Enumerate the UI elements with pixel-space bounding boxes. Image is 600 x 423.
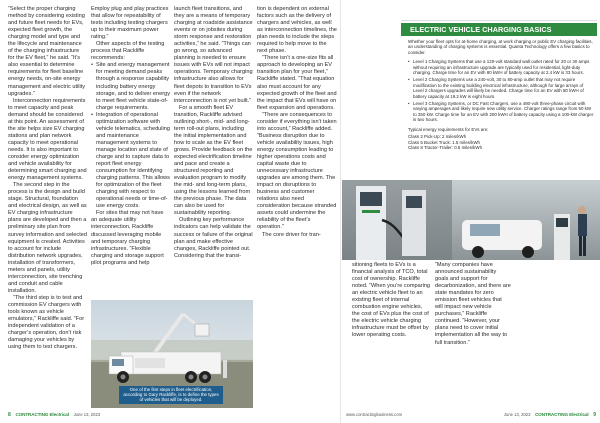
paragraph: The second step in the process is the design and build stage. Structural, foundation and electrical design, as well as EV charging infrastructure plans are developed and then a preliminary site plan from survey information and selected equipment is created. Activities to account for include distribution network upgrades, installation of transformers, meters and panels, utility interconnection, site trenching and conduit and cable installation. (8, 182, 87, 294)
article-column-6 (435, 262, 511, 347)
magazine-logo: CONTRACTING Electrical (535, 412, 589, 417)
page-number: 8 (8, 412, 11, 418)
sidebar-title: ELECTRIC VEHICLE CHARGING BASICS (401, 23, 597, 36)
list-item: • Level 2 Charging Systems use a 240-volt, 30 to 80-amp outlet that may not require modification to the existing building electrical infrastructure, although for large arrays of Level 2 chargers upgrades will likely be needed. Charge time for an EV with 80 kWH of battery capacity at 19.2 kW is eight hours. (408, 77, 594, 99)
energy-requirements (408, 127, 594, 151)
paragraph: launch fleet transitions, and they are a means of temporary charging at roadside assistance events or on jobsites during storm response and restoration activities,” he said. “Things can go wrong, so advanced planning is needed to ensure issues with EVs will not impact operations. Temporary charging infrastructure also allows for fleet depots to transition to EVs even if the network interconnection is not yet built.” (174, 6, 253, 104)
page-number: 9 (593, 412, 596, 418)
magazine-logo: CONTRACTING Electrical (15, 412, 69, 417)
list-item: • Level 1 Charging Systems that use a 120-volt standard wall outlet rated for 20 or 30 amps without requiring an infrastructure upgrade are typically used for residential, light-duty charging. Charge time for an EV with 80 kWH of battery capacity at 2.4 kW is 33 hours. (408, 59, 594, 75)
requirement-line: Class 5 Bucket Truck: 1.5 miles/kWh (408, 139, 481, 145)
requirement-line: Class 8 Tractor-Trailer: 0.5 miles/kWh (408, 144, 483, 150)
paragraph: Other aspects of the testing process that Rackliffe recommends: (91, 41, 165, 62)
paragraph: “Select the proper charging method by considering existing and future fleet needs for EVs, expected fleet growth, the charging model and type and the lifecycle and maintenance of the charging infrastructure for the EV fleet,” he said. “It’s also essential to determine requirements for fleet baseline energy needs, on-site energy management and electric utility upgrades.” (8, 6, 86, 97)
charging-levels-list (408, 59, 594, 122)
charging-station-illustration (342, 180, 600, 260)
paragraph: For a smooth fleet EV transition, Rackliffe advised outlining short-, mid- and long-term roll-out plans, including the initial implementation and how to scale as the EV fleet grows. Provide feedback on the expected electrification timeline and pace and create a structured reporting and evaluation program to modify the mid- and long-term plans, using the lessons learned from the previous phase. The data can also be used for sustainability reporting. (174, 104, 253, 217)
list-item: • Level 3 Charging Systems, or DC Fast Chargers, use a 480-volt three-phase circuit with varying amperages and likely require new utility service. Charger ratings range from 50 kW to 350 kW. Charge time for an EV with 200 kWH of battery capacity using a 100-kW charger is two hours. (408, 101, 594, 123)
paragraph: tion is dependent on external factors such as the delivery of chargers and vehicles, as well as interconnection timelines, the plan needs to include the steps required to help move to the next phase. (257, 6, 337, 55)
requirement-line: Class 2 Pick-Up: 2 miles/kWh (408, 134, 467, 140)
paragraph: Outlining key performance indicators can help validate the success or failure of the original plan and make effective changes, Rackliffe pointed out. Considering that the transi- (174, 217, 253, 259)
paragraph: “There are consequences to consider if everything isn’t taken into account,” Rackliffe added. “Business disruption due to vehicle availability issues, high energy consumption leading to higher operations costs and capital waste due to unnecessary infrastructure upgrades are among them. The impact on disruptions to business and customer relations also need consideration because stranded assets could undermine the reliability of the fleet’s operation.” (257, 111, 337, 231)
photo-caption: One of the first steps in fleet electrification, according to Gary Rackliffe, is to define the types of vehicles that will be deployed. (119, 386, 223, 404)
article-column-4 (257, 6, 337, 239)
article-column-2 (91, 6, 170, 267)
issue-date: June 13, 2023 (503, 412, 531, 417)
paragraph: For sites that may not have an adequate utility interconnection, Rackliffe discussed leveraging mobile and temporary charging infrastructures. “Flexible charging and storage support pilot programs and help (91, 210, 164, 266)
sidebar-intro: Whether your fleet opts for at-home charging, at work charging or public EV charging facilities, an understanding of charging systems is essential. Quanta Technology offers a few basics to consider. (408, 39, 593, 55)
paragraph: Interconnection requirements to meet capacity and peak demand should be considered at this point. An assessment of the site helps size EV charging stations and plan network capacity to meet operational needs. It is also important to consider energy optimization and vehicle availability for determining smart charging and energy management systems. (8, 97, 87, 182)
paragraph: “Many companies have announced sustainability goals and support for decarbonization, and there are state mandates for zero emission fleet vehicles that will impact new vehicle purchases,” Rackliffe continued. “However, your plans need to cover initial implementation all the way to full transition.” (435, 262, 511, 346)
bullet-list (91, 62, 170, 210)
paragraph: sitioning fleets to EVs is a financial analysis of TCO, total cost of ownership. Rackliffe noted. “When you’re comparing an electric vehicle fleet to an existing fleet of internal combustion engine vehicles, the cost of EVs plus the cost of the electric vehicle charging infrastructure must be offset by lower operating costs. (352, 262, 431, 339)
paragraph: “The third step is to test and commission EV chargers with tools known as vehicle emulators,” Rackliffe said. “For independent validation of a charger’s operation, don’t risk damaging your vehicles by using them to test chargers. (8, 294, 85, 351)
paragraph: “There isn’t a one-size fits all approach to developing an EV transition plan for your fleet,” Rackliffe stated. “That equation also must account for any expected growth of the fleet and the impact that EVs will have on fleet expansion and operations. (257, 55, 337, 111)
ev-charging-basics-sidebar (401, 20, 597, 178)
list-item: • Site and energy management for meeting demand peaks through a response capability including battery energy storage, and to deliver energy to meet fleet vehicle state-of-charge requirements. (91, 62, 170, 111)
issue-date: June 13, 2023 (73, 412, 101, 417)
list-item: • Integration of operational optimization software with vehicle telematics, scheduling and maintenance management systems to manage location and state of charge and to capture data to report fleet energy consumption for identifying charging patterns. This allows for optimization of the fleet charging with respect to operational needs or time-of-use energy costs. (91, 112, 170, 211)
article-column-3 (174, 6, 253, 260)
left-page-footer (8, 411, 168, 419)
ev-charging-station-photo (342, 180, 600, 260)
website-url: www.contractingbusiness.com (346, 412, 403, 417)
article-column-5 (352, 262, 431, 340)
bucket-truck-photo (91, 300, 253, 408)
right-page-footer (480, 411, 596, 419)
paragraph: The core driver for tran- (262, 231, 321, 238)
requirements-title: Typical energy requirements for EVs are: (408, 126, 489, 132)
sidebar-body (408, 39, 594, 150)
article-column-1 (8, 6, 87, 351)
page-gutter (340, 0, 341, 423)
paragraph: Employ plug and play practices that allow for repeatability of tests including testing chargers up to their maximum power rating.” (91, 6, 169, 41)
